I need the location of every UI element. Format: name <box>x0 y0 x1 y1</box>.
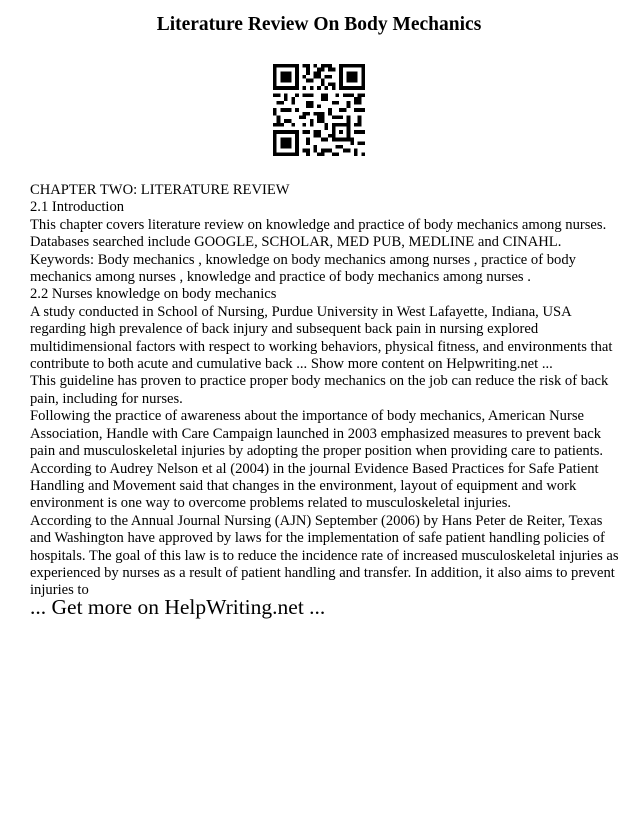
paragraph-nelson: According to Audrey Nelson et al (2004) in the journal Evidence Based Practices for Safe Patient Handling and Movement said that changes in the environment, layout of equipment and work environment is one way to overcome problems related to musculoskeletal injuries. <box>30 460 599 512</box>
chapter-heading: CHAPTER TWO: LITERATURE REVIEW <box>30 182 290 198</box>
section-heading-introduction: 2.1 Introduction <box>30 199 125 216</box>
paragraph-keywords: Keywords: Body mechanics , knowledge on body mechanics among nurses , practice of body mechanics among nurses , knowledge and practice of body mechanics among nurses . <box>30 251 576 286</box>
page-title: Literature Review On Body Mechanics <box>156 14 482 35</box>
paragraph-ajn: According to the Annual Journal Nursing (AJN) September (2006) by Hans Peter de Reiter, Texas and Washington have approved by laws for the implementation of safe patient handling policies of hospitals. The goal of this law is to reduce the incidence rate of increased musculoskeletal injuries as experienced by nurses as a result of patient handling and transfer. In addition, it also aims to prevent injuries to <box>30 512 619 599</box>
section-heading-nurses-knowledge: 2.2 Nurses knowledge on body mechanics <box>30 286 277 303</box>
qr-code-icon[interactable] <box>273 64 365 156</box>
paragraph-ana-campaign: Following the practice of awareness about the importance of body mechanics, American Nurse Association, Handle with Care Campaign launched in 2003 emphasized measures to prevent back pain and musculoskeletal injuries by adopting the proper position when providing care to patients. <box>30 408 604 460</box>
get-more-link[interactable]: ... Get more on HelpWriting.net ... <box>30 595 326 619</box>
article-body <box>30 182 620 600</box>
paragraph-introduction: This chapter covers literature review on knowledge and practice of body mechanics among nurses. Databases searched include GOOGLE, SCHOLAR, MED PUB, MEDLINE and CINAHL. <box>30 216 607 251</box>
paragraph-purdue-study: A study conducted in School of Nursing, Purdue University in West Lafayette, Indiana, USA regarding high prevalence of back injury and subsequent back pain in nursing explored multidimensional factors with respect to working behaviors, physical fitness, and environments that contribute to both acute and cumulative back ... Show more content on Helpwriting.net ... <box>30 303 613 373</box>
paragraph-guideline: This guideline has proven to practice proper body mechanics on the job can reduce the risk of back pain, including for nurses. <box>30 373 609 407</box>
